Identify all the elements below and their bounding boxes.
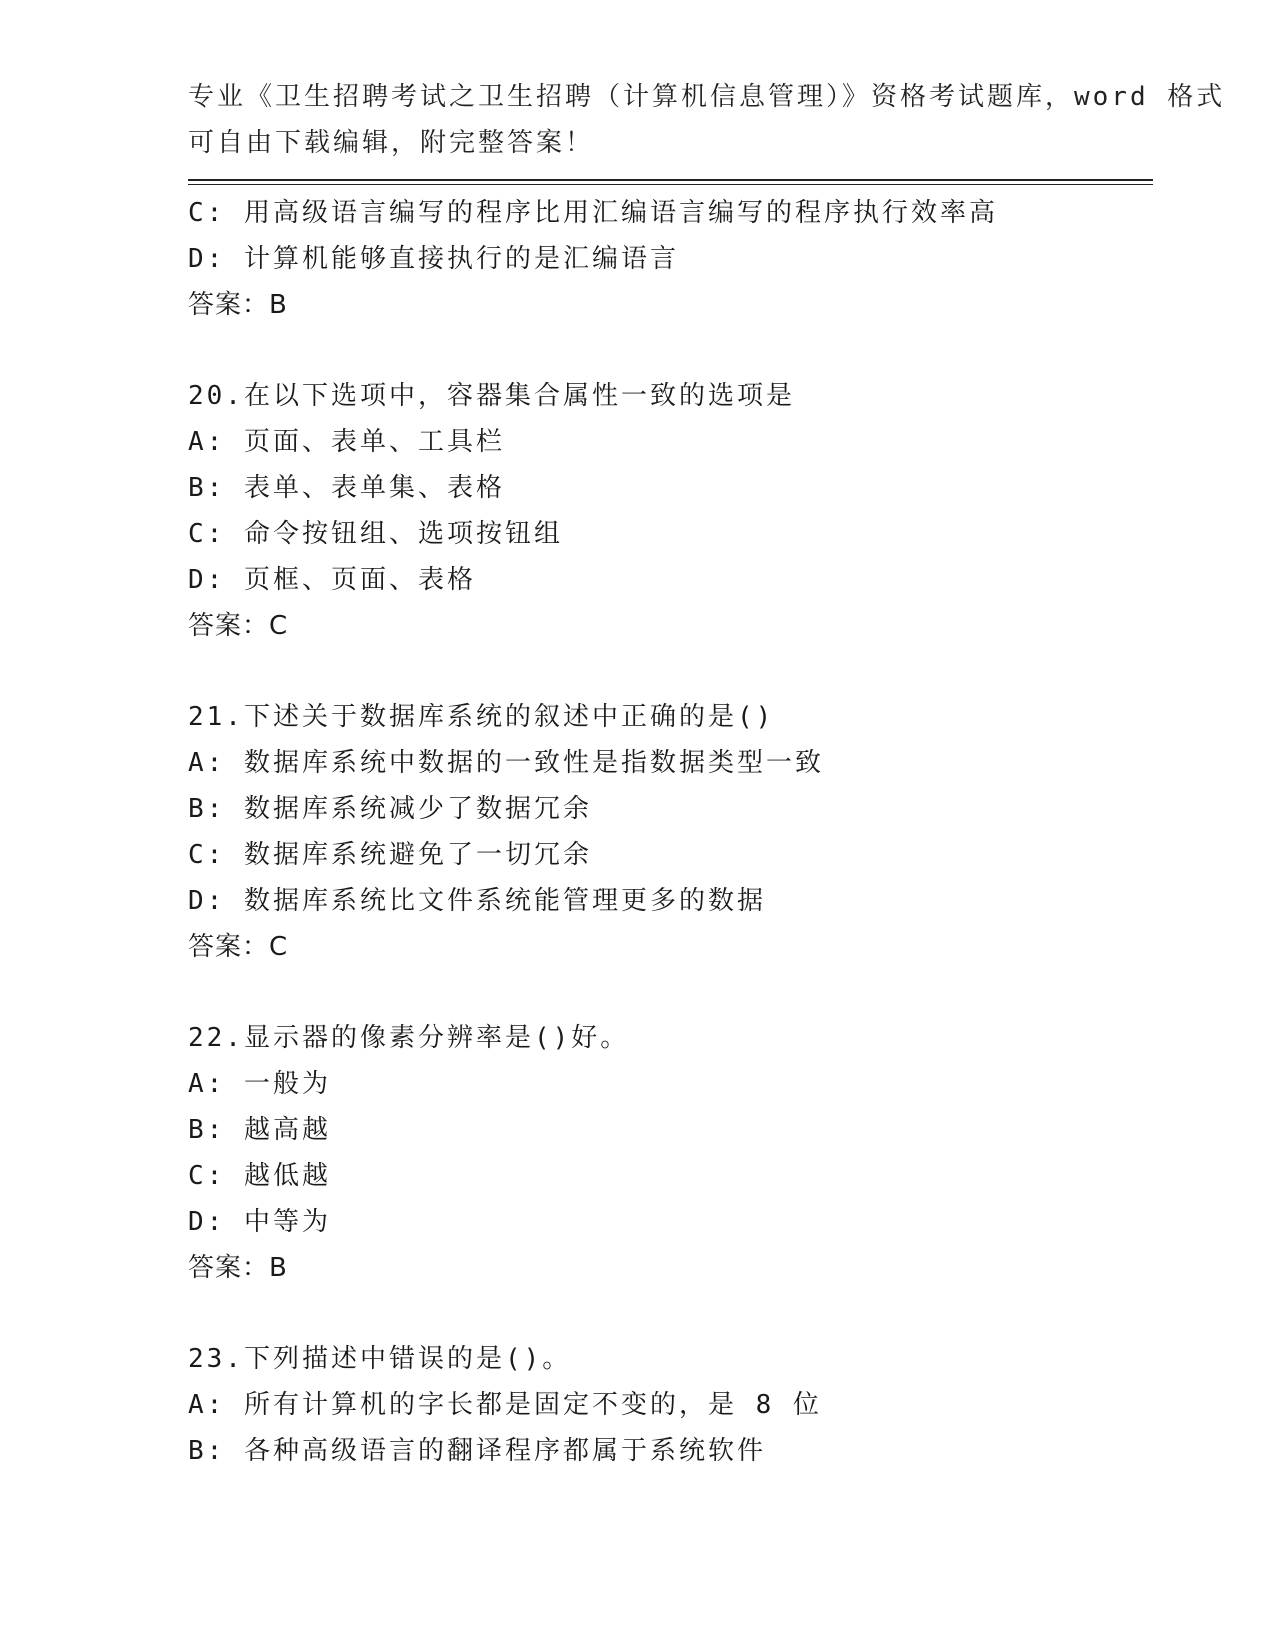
option-a: A: 页面、表单、工具栏 bbox=[188, 427, 505, 457]
option-b: B: 表单、表单集、表格 bbox=[188, 473, 505, 503]
option-b: B: 各种高级语言的翻译程序都属于系统软件 bbox=[188, 1436, 766, 1466]
option-a: A: 数据库系统中数据的一致性是指数据类型一致 bbox=[188, 748, 824, 778]
question-20 bbox=[188, 373, 1148, 649]
question-23 bbox=[188, 1336, 1148, 1474]
question-list bbox=[188, 190, 1148, 1474]
previous-question-tail bbox=[188, 190, 1148, 328]
spacer bbox=[188, 1291, 1148, 1336]
option-a: A: 一般为 bbox=[188, 1069, 331, 1099]
option-d: D: 页框、页面、表格 bbox=[188, 565, 476, 595]
spacer bbox=[188, 328, 1148, 373]
option-c: C: 数据库系统避免了一切冗余 bbox=[188, 840, 592, 870]
header-line-2: 可自由下载编辑，附完整答案！ bbox=[188, 128, 595, 158]
answer-line: 答案：B bbox=[188, 1253, 288, 1283]
answer-line: 答案：B bbox=[188, 290, 288, 320]
question-22 bbox=[188, 1015, 1148, 1291]
answer-line: 答案：C bbox=[188, 611, 289, 641]
option-b: B: 数据库系统减少了数据冗余 bbox=[188, 794, 592, 824]
question-stem: 23.下列描述中错误的是()。 bbox=[188, 1344, 572, 1374]
question-stem: 22.显示器的像素分辨率是()好。 bbox=[188, 1023, 630, 1053]
option-d: D: 计算机能够直接执行的是汇编语言 bbox=[188, 244, 679, 274]
option-c: C: 越低越 bbox=[188, 1161, 331, 1191]
spacer bbox=[188, 970, 1148, 1015]
question-stem: 21.下述关于数据库系统的叙述中正确的是() bbox=[188, 702, 775, 732]
spacer bbox=[188, 649, 1148, 694]
option-c: C: 用高级语言编写的程序比用汇编语言编写的程序执行效率高 bbox=[188, 198, 998, 228]
option-d: D: 中等为 bbox=[188, 1207, 331, 1237]
document-header bbox=[188, 74, 1226, 166]
option-d: D: 数据库系统比文件系统能管理更多的数据 bbox=[188, 886, 766, 916]
header-line-1: 专业《卫生招聘考试之卫生招聘（计算机信息管理）》资格考试题库，word 格式 bbox=[188, 82, 1226, 112]
question-21 bbox=[188, 694, 1148, 970]
option-a: A: 所有计算机的字长都是固定不变的，是 8 位 bbox=[188, 1390, 822, 1420]
option-b: B: 越高越 bbox=[188, 1115, 331, 1145]
question-stem: 20.在以下选项中，容器集合属性一致的选项是 bbox=[188, 381, 795, 411]
answer-line: 答案：C bbox=[188, 932, 289, 962]
header-divider-thin bbox=[188, 184, 1153, 185]
option-c: C: 命令按钮组、选项按钮组 bbox=[188, 519, 563, 549]
header-divider-thick bbox=[188, 179, 1153, 181]
